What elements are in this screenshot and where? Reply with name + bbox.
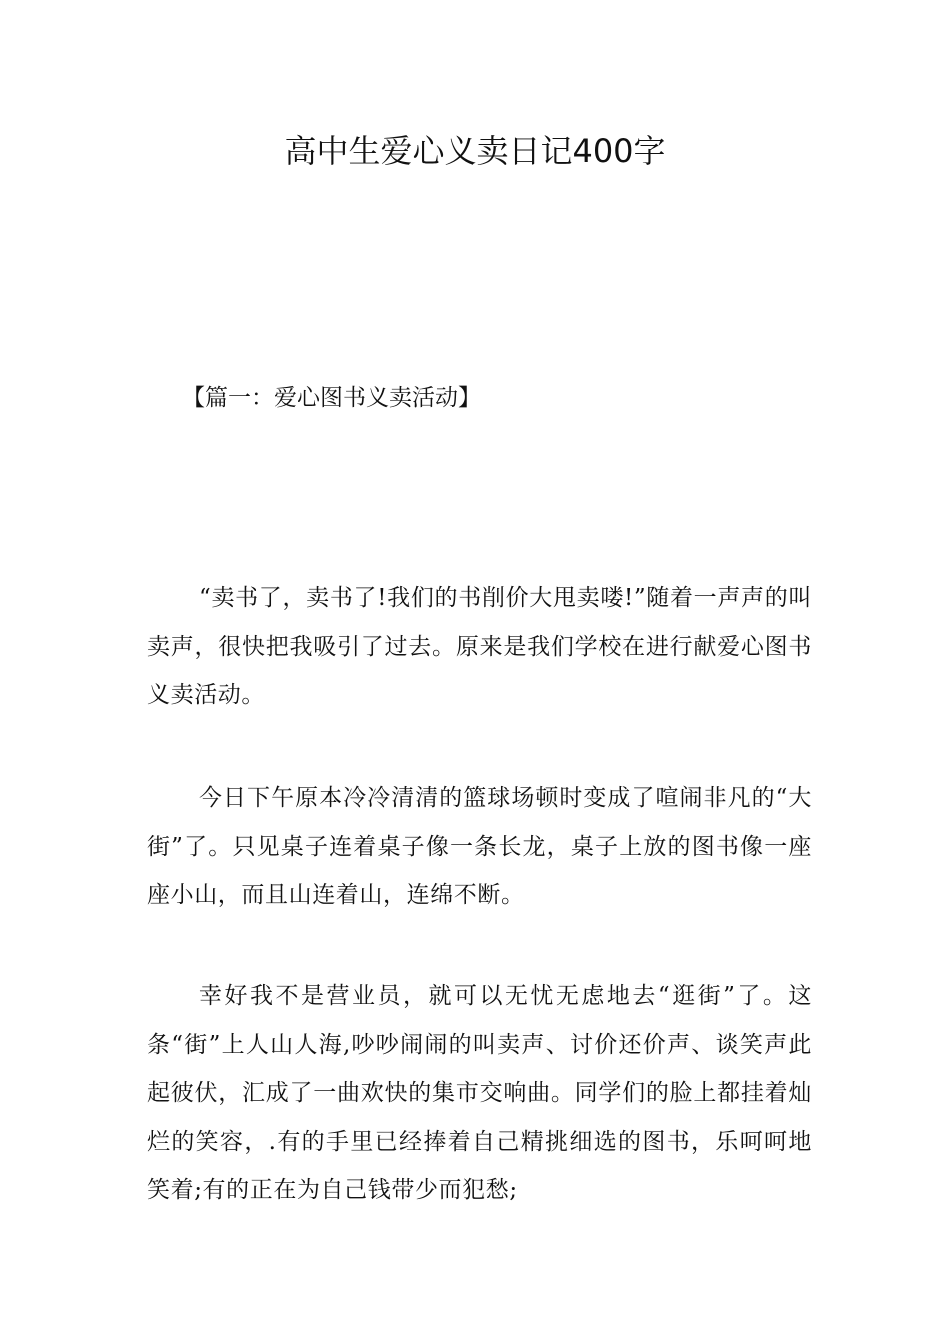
- paragraph-2: 今日下午原本冷冷清清的篮球场顿时变成了喧闹非凡的“大街”了。只见桌子连着桌子像一条长龙，桌子上放的图书像一座座小山，而且山连着山，连绵不断。: [147, 785, 812, 908]
- paragraph-1: “卖书了，卖书了!我们的书削价大甩卖喽!”随着一声声的叫卖声，很快把我吸引了过去。原来是我们学校在进行献爱心图书义卖活动。: [147, 585, 812, 708]
- paragraph-3: 幸好我不是营业员，就可以无忧无虑地去“逛街”了。这条“街”上人山人海,吵吵闹闹的叫卖声、讨价还价声、谈笑声此起彼伏，汇成了一曲欢快的集市交响曲。同学们的脸上都挂着灿烂的笑容，.有的手里已经捧着自己精挑细选的图书，乐呵呵地笑着;有的正在为自己钱带少而犯愁;: [147, 983, 812, 1203]
- section-heading: 【篇一：爱心图书义卖活动】: [182, 385, 481, 411]
- page-title: 高中生爱心义卖日记400字: [284, 132, 666, 170]
